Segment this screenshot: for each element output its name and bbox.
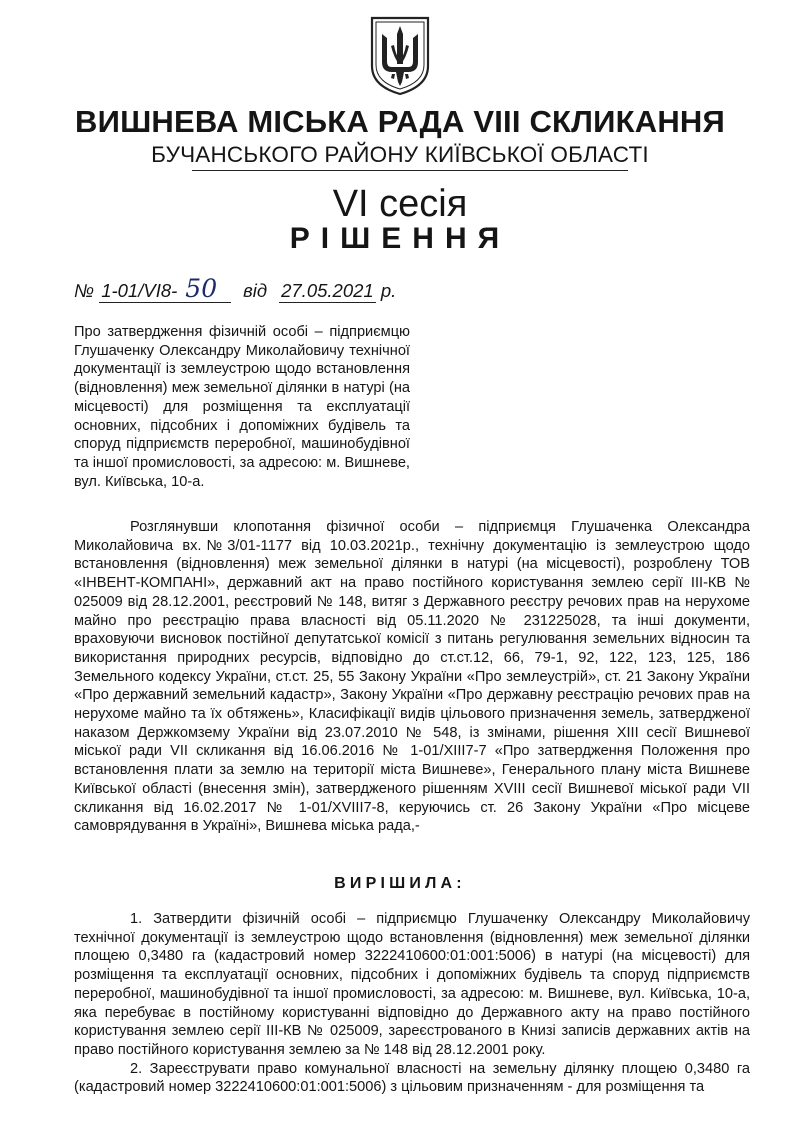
decision-number-line — [74, 274, 397, 303]
resolved-heading: ВИРІШИЛА: — [334, 875, 466, 892]
preamble-section — [74, 518, 750, 836]
resolution-items — [74, 910, 750, 1097]
number-prefix: № — [74, 280, 95, 301]
date-suffix: р. — [380, 280, 397, 301]
resolution-item-1: 1. Затвердити фізичній особі – підприємцю Глушаченку Олександру Миколайовичу технічної документації із землеустрою щодо встановлення (відновлення) меж земельної ділянки площею 0,3480 га (кадастровий номер 3222410600:01:001:5006) в натурі (на місцевості) для розміщення та експлуатації основних, підсобних і допоміжних будівель та споруд підприємств переробної, машинобудівної та іншої промисловості, за адресою: м. Вишневе, вул. Київська, 10-а, яка перебуває в постійному користуванні відповідно до Державного акту на право постійного користування землею серії ІІІ-КВ № 025009, зареєстрованого в Книзі записів державних актів на право постійного користування землею за № 148 від 28.12.2001 року. — [74, 911, 750, 1058]
document-type-heading: РІШЕННЯ — [289, 222, 511, 255]
decision-number: 1-01/VI8- — [101, 280, 178, 301]
date-prefix: від — [243, 280, 268, 301]
decision-subject: Про затвердження фізичній особі – підприємцю Глушаченку Олександру Миколайовичу технічної документації із землеустрою щодо встановлення (відновлення) меж земельної ділянки в натурі (на місцевості) для розміщення та експлуатації основних, підсобних і допоміжних будівель та споруд підприємств переробної, машинобудівної та іншої промисловості, за адресою: м. Вишневе, вул. Київська, 10-а. — [74, 324, 410, 490]
session-label: VI сесія — [332, 183, 468, 225]
header-divider — [192, 170, 628, 171]
trident-emblem-icon — [368, 12, 432, 96]
council-subtitle: БУЧАНСЬКОГО РАЙОНУ КИЇВСЬКОЇ ОБЛАСТІ — [151, 142, 649, 167]
resolution-item-2: 2. Зареєструвати право комунальної власності на земельну ділянку площею 0,3480 га (кадастровий номер 3222410600:01:001:5006) з цільовим призначенням - для розміщення та — [74, 1060, 750, 1096]
decision-date: 27.05.2021 — [281, 280, 374, 301]
handwritten-number: 50 — [185, 274, 218, 303]
council-title: ВИШНЕВА МІСЬКА РАДА VIII СКЛИКАННЯ — [75, 104, 725, 139]
preamble-paragraph: Розглянувши клопотання фізичної особи – підприємця Глушаченка Олександра Миколайовича вх.№3/01-1177 від 10.03.2021р., технічну документацію із землеустрою щодо встановлення (відновлення) меж земельної ділянки в натурі (на місцевості), розроблену ТОВ «ІНВЕНТ-КОМПАНІ», державний акт на право постійного користування землею серії ІІІ-КВ № 025009 від 28.12.2001, реєстровий № 148, витяг з Державного реєстру речових прав на нерухоме майно про реєстрацію права власності від 05.11.2020 № 231225028, та інші документи, враховуючи висновок постійної депутатської комісії з питань регулювання земельних відносин та використання природних ресурсів, відповідно до ст.ст.12, 66, 79-1, 92, 122, 123, 125, 186 Земельного кодексу України, ст.ст. 25, 55 Закону України «Про землеустрій», ст. 21 Закону України «Про державний земельний кадастр», Закону України «Про державну реєстрацію речових прав на нерухоме майно та їх обтяжень», Класифікації видів цільового призначення земель, затвердженої наказом Держкомзему України від 23.07.2010 № 548, із змінами, рішення ХІІІ сесії Вишневої міської ради VII скликання від 16.06.2016 № 1-01/ХІІІ7-7 «Про затвердження Положення про встановлення плати за землю на території міста Вишневе», Генерального плану міста Вишневе Київської області (внесення змін), затвердженого рішенням ХVІІІ сесії Вишневої міської ради VІІ скликання від 16.02.2017 № 1-01/ХVІІІ7-8, керуючись ст. 26 Закону України «Про місцеве самоврядування в Україні», Вишнева міська рада,- — [74, 519, 750, 835]
decision-number-field — [99, 274, 231, 303]
